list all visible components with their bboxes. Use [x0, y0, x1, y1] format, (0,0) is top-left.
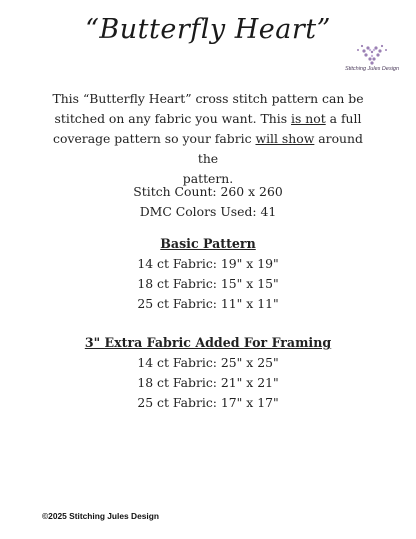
section-heading: 3" Extra Fabric Added For Framing	[84, 335, 332, 350]
stitch-count: Stitch Count: 260 x 260	[133, 184, 283, 199]
intro-line: pattern.	[182, 171, 234, 186]
extra-fabric-section	[0, 333, 416, 413]
fabric-size: 25 ct Fabric: 11" x 11"	[137, 296, 279, 311]
copyright-footer: ©2025 Stitching Jules Design	[42, 511, 159, 521]
intro-paragraph	[52, 89, 364, 189]
intro-line: This “Butterfly Heart” cross stitch pattern can be	[52, 91, 364, 106]
basic-pattern-section	[0, 234, 416, 314]
page-title: “Butterfly Heart”	[85, 14, 331, 45]
fabric-size: 18 ct Fabric: 15" x 15"	[137, 276, 279, 291]
intro-line: stitched on any fabric you want. This is not a full	[54, 111, 362, 126]
logo-text: Stitching Jules Design	[344, 66, 400, 72]
section-heading: Basic Pattern	[160, 236, 256, 251]
emphasis-is-not: is not	[291, 111, 326, 126]
emphasis-will-show: will show	[255, 131, 315, 146]
dmc-colors: DMC Colors Used: 41	[139, 204, 277, 219]
brand-logo	[342, 42, 402, 78]
intro-line: coverage pattern so your fabric will show around the	[53, 131, 363, 166]
fabric-size: 18 ct Fabric: 21" x 21"	[137, 375, 279, 390]
pattern-specs	[0, 182, 416, 222]
fabric-size: 14 ct Fabric: 25" x 25"	[137, 355, 279, 370]
fabric-size: 14 ct Fabric: 19" x 19"	[137, 256, 279, 271]
butterfly-heart-logo-icon	[342, 42, 402, 68]
fabric-size: 25 ct Fabric: 17" x 17"	[137, 395, 279, 410]
